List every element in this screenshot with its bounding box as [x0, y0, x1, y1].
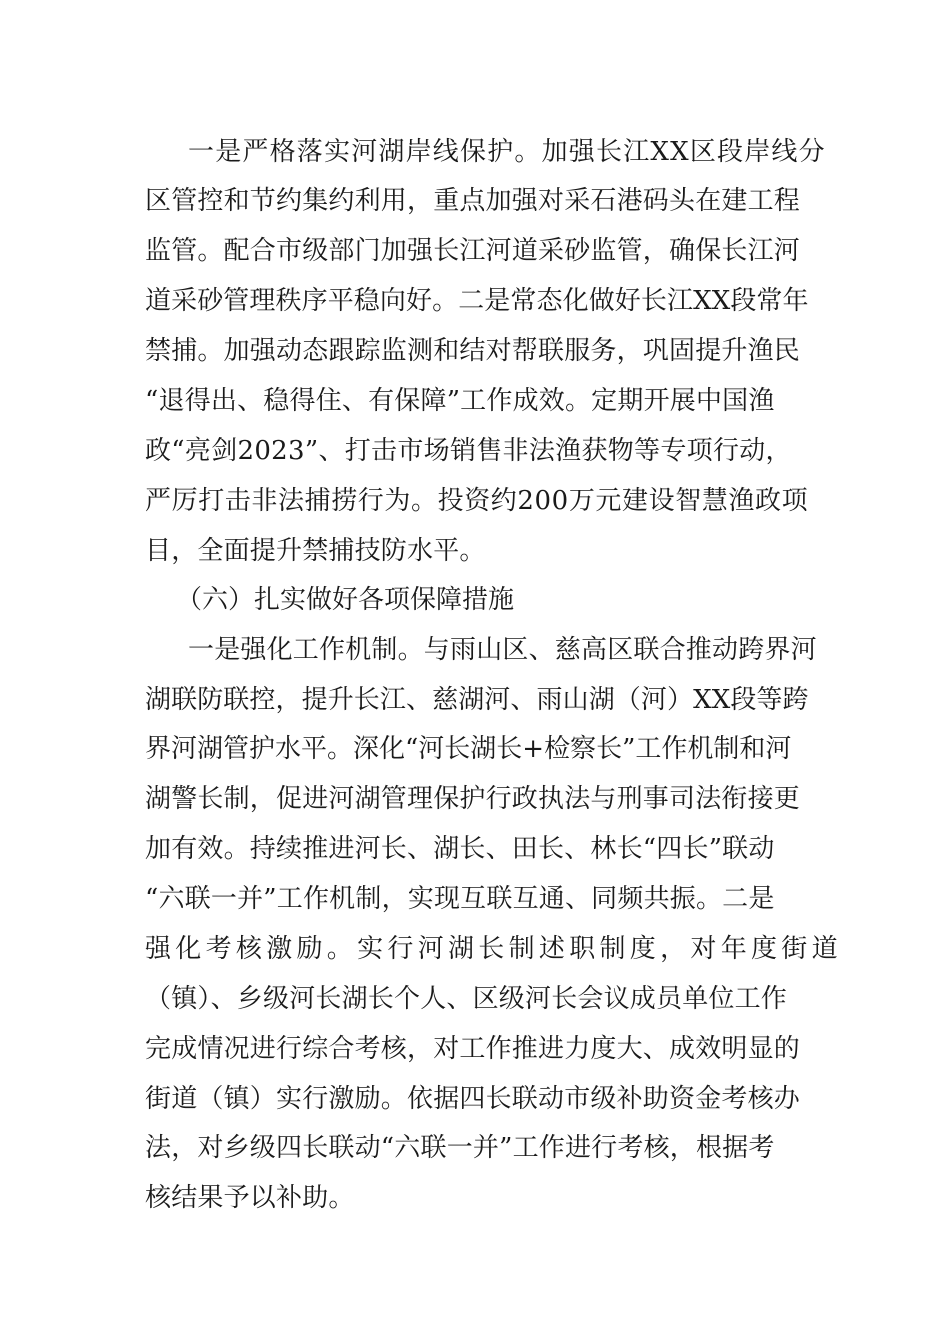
line-text: 区管控和节约集约利用，重点加强对采石港码头在建工程 — [145, 186, 801, 216]
paragraph-line — [0, 1079, 950, 1119]
paragraph-line — [0, 979, 950, 1019]
line-text: “六联一并”工作机制，实现互联互通、同频共振。二是 — [145, 884, 775, 914]
line-text: “退得出、稳得住、有保障”工作成效。定期开展中国渔 — [145, 386, 775, 416]
paragraph-line — [0, 1128, 950, 1168]
paragraph-line — [0, 1029, 950, 1069]
line-text: 政“亮剑2023”、打击市场销售非法渔获物等专项行动， — [145, 436, 792, 466]
paragraph-line — [0, 779, 950, 819]
paragraph-line — [0, 929, 950, 969]
line-text: 核结果予以补助。 — [145, 1183, 355, 1213]
paragraph-line — [0, 879, 950, 919]
paragraph-line — [0, 181, 950, 221]
line-text: 强化考核激励。实行河湖长制述职制度，对年度街道 — [145, 934, 842, 964]
paragraph-line — [0, 132, 950, 172]
paragraph-line — [0, 231, 950, 271]
paragraph-line — [0, 829, 950, 869]
section-heading-text: （六）扎实做好各项保障措施 — [176, 585, 515, 615]
line-text: 湖联防联控，提升长江、慈湖河、雨山湖（河）XX段等跨 — [145, 685, 809, 715]
line-text: 完成情况进行综合考核，对工作推进力度大、成效明显的 — [145, 1034, 801, 1064]
paragraph-line — [0, 381, 950, 421]
line-text: 禁捕。加强动态跟踪监测和结对帮联服务，巩固提升渔民 — [145, 336, 801, 366]
line-text: 一是严格落实河湖岸线保护。加强长江XX区段岸线分 — [188, 137, 826, 167]
line-text: 一是强化工作机制。与雨山区、慈高区联合推动跨界河 — [188, 635, 817, 665]
line-text: 街道（镇）实行激励。依据四长联动市级补助资金考核办 — [145, 1084, 801, 1114]
paragraph-line — [0, 630, 950, 670]
line-text: 湖警长制，促进河湖管理保护行政执法与刑事司法衔接更 — [145, 784, 801, 814]
paragraph-line — [0, 281, 950, 321]
line-text: 严厉打击非法捕捞行为。投资约200万元建设智慧渔政项 — [145, 486, 809, 516]
line-text: 监管。配合市级部门加强长江河道采砂监管，确保长江河 — [145, 236, 801, 266]
line-text: 法，对乡级四长联动“六联一并”工作进行考核，根据考 — [145, 1133, 775, 1163]
paragraph-line — [0, 431, 950, 471]
paragraph-line — [0, 531, 950, 571]
paragraph-line — [0, 1178, 950, 1218]
paragraph-line — [0, 729, 950, 769]
line-text: 道采砂管理秩序平稳向好。二是常态化做好长江XX段常年 — [145, 286, 809, 316]
section-heading — [0, 580, 950, 620]
line-text: （镇）、乡级河长湖长个人、区级河长会议成员单位工作 — [145, 984, 788, 1014]
line-text: 目，全面提升禁捕技防水平。 — [145, 536, 486, 566]
paragraph-line — [0, 481, 950, 521]
line-text: 加有效。持续推进河长、湖长、田长、林长“四长”联动 — [145, 834, 775, 864]
paragraph-line — [0, 680, 950, 720]
paragraph-line — [0, 331, 950, 371]
line-text: 界河湖管护水平。深化“河长湖长+检察长”工作机制和河 — [145, 734, 792, 764]
